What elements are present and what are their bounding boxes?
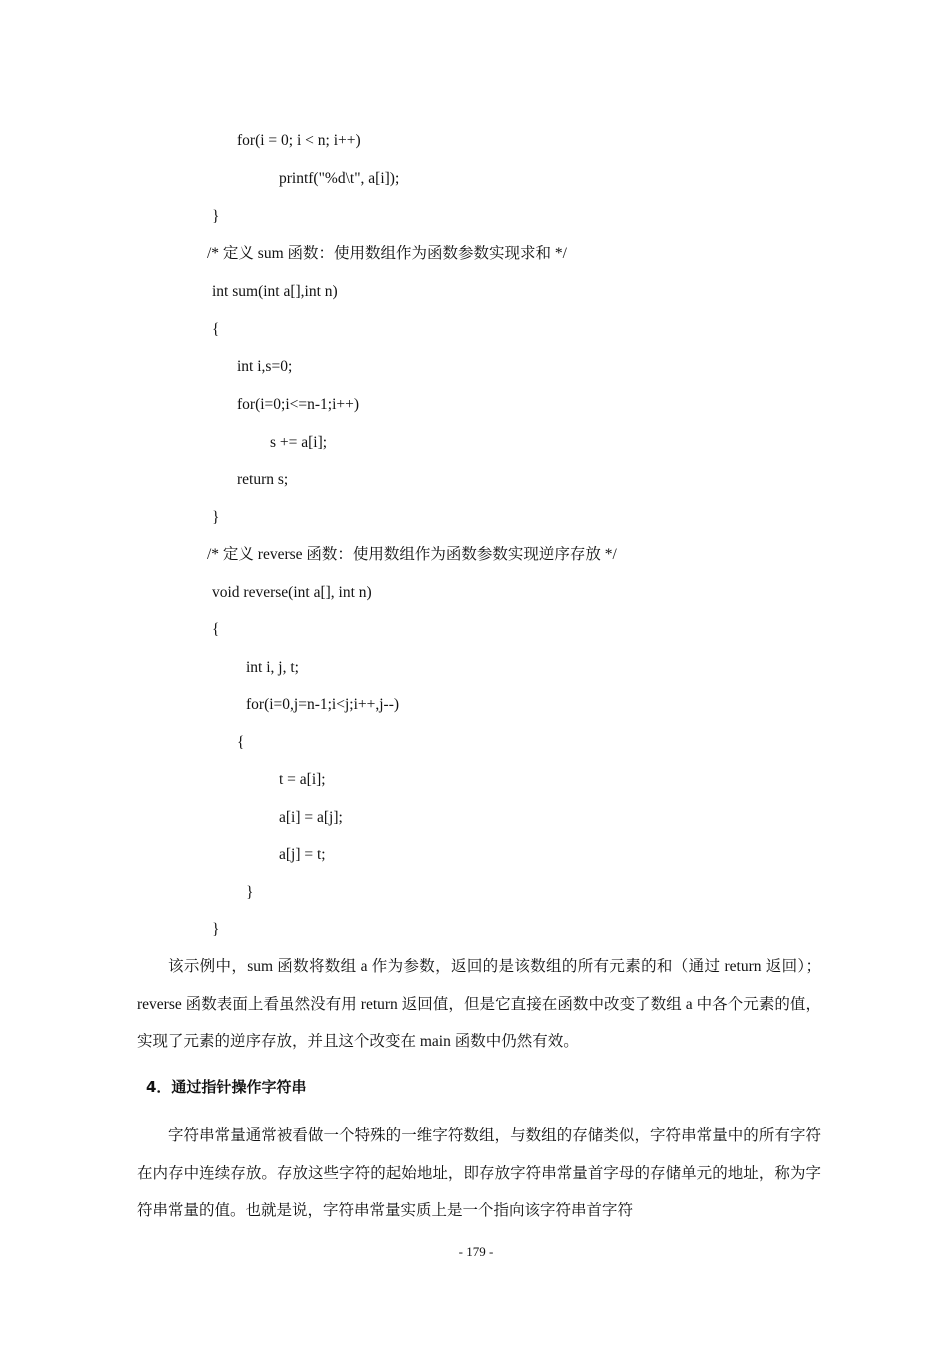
code-line: return s; xyxy=(237,471,289,488)
code-line: { xyxy=(237,734,245,751)
code-line: } xyxy=(212,921,220,938)
code-comment: /* 定义 sum 函数：使用数组作为函数参数实现求和 */ xyxy=(207,245,567,262)
code-comment: /* 定义 reverse 函数：使用数组作为函数参数实现逆序存放 */ xyxy=(207,546,617,563)
code-line: a[j] = t; xyxy=(279,846,326,863)
body-paragraph: 该示例中，sum 函数将数组 a 作为参数，返回的是该数组的所有元素的和（通过 return 返回）；reverse 函数表面上看虽然没有用 return 返回值，但是它直接在函数中改变了数组 a 中各个元素的值，实现了元素的逆序存放，并且这个改变在 main 函数中仍然有效。 xyxy=(137,958,821,1050)
code-line: } xyxy=(246,884,254,901)
code-line: s += a[i]; xyxy=(270,434,328,451)
code-line: { xyxy=(212,621,220,638)
section-heading: 4．通过指针操作字符串 xyxy=(146,1078,307,1096)
code-line: for(i=0;i<=n-1;i++) xyxy=(237,396,360,413)
code-line: t = a[i]; xyxy=(279,771,326,788)
code-line: } xyxy=(212,509,220,526)
code-line: int i,s=0; xyxy=(237,358,293,375)
code-line: for(i = 0; i < n; i++) xyxy=(237,132,361,149)
code-line: a[i] = a[j]; xyxy=(279,809,343,826)
page-number: - 179 - xyxy=(458,1244,494,1259)
code-line: { xyxy=(212,321,220,338)
code-line: void reverse(int a[], int n) xyxy=(212,584,372,601)
code-line: printf("%d\t", a[i]); xyxy=(279,170,400,187)
code-line: int i, j, t; xyxy=(246,659,299,676)
code-line: } xyxy=(212,208,220,225)
code-line: for(i=0,j=n-1;i<j;i++,j--) xyxy=(246,696,400,713)
code-line: int sum(int a[],int n) xyxy=(212,283,338,300)
body-paragraph: 字符串常量通常被看做一个特殊的一维字符数组，与数组的存储类似，字符串常量中的所有字符在内存中连续存放。存放这些字符的起始地址，即存放字符串常量首字母的存储单元的地址，称为字符串常量的值。也就是说，字符串常量实质上是一个指向该字符串首字符 xyxy=(137,1127,821,1219)
